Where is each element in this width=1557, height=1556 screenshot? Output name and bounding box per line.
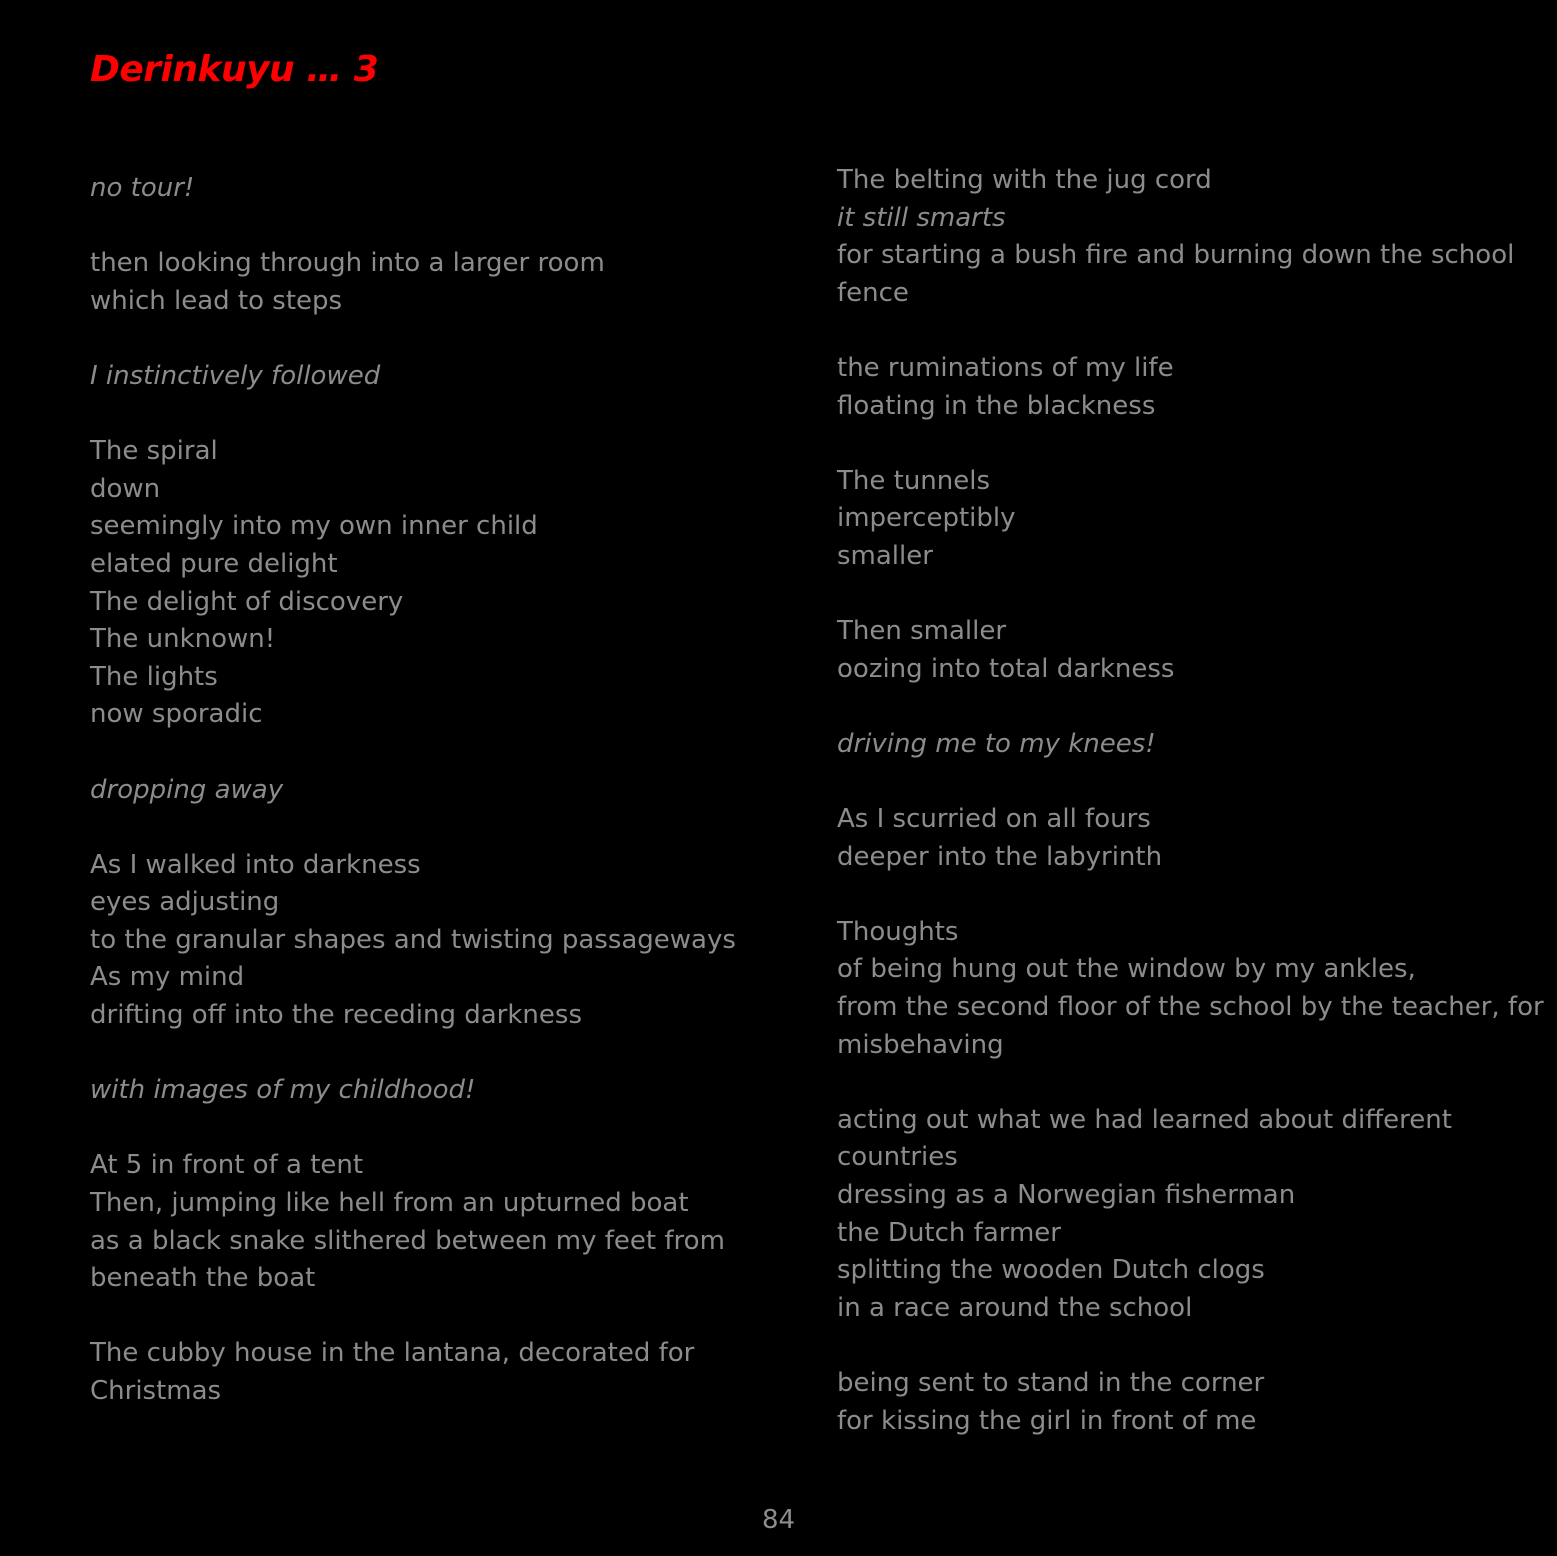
poem-line: As my mind bbox=[90, 962, 245, 993]
poem-line: the ruminations of my life bbox=[837, 352, 1174, 383]
stanza bbox=[90, 1072, 780, 1110]
poem-line: with images of my childhood! bbox=[90, 1075, 476, 1106]
stanza bbox=[837, 463, 1537, 576]
page-number: 84 bbox=[761, 1505, 796, 1535]
poem-line: beneath the boat bbox=[90, 1263, 316, 1294]
stanza bbox=[837, 1102, 1537, 1328]
poem-line: elated pure delight bbox=[90, 548, 338, 579]
poem-line: which lead to steps bbox=[90, 285, 343, 316]
stanza bbox=[837, 613, 1537, 688]
stanza bbox=[90, 1335, 780, 1410]
stanza bbox=[90, 170, 780, 208]
poem-right-column bbox=[837, 162, 1544, 1478]
poem-line: smaller bbox=[837, 540, 933, 571]
poem-line: for kissing the girl in front of me bbox=[837, 1405, 1257, 1436]
poem-line: The tunnels bbox=[837, 465, 991, 496]
poem-line: The cubby house in the lantana, decorated for bbox=[90, 1338, 695, 1369]
poem-line: now sporadic bbox=[90, 699, 263, 730]
poem-left-column bbox=[90, 170, 780, 1448]
poem-line: The unknown! bbox=[90, 624, 276, 655]
poem-line: drifting off into the receding darkness bbox=[90, 1000, 582, 1031]
poem-line: At 5 in front of a tent bbox=[90, 1150, 364, 1181]
poem-line: of being hung out the window by my ankles, bbox=[837, 954, 1416, 985]
poem-line: Thoughts bbox=[837, 916, 959, 947]
poem-line: acting out what we had learned about different bbox=[837, 1104, 1452, 1135]
stanza bbox=[90, 358, 780, 396]
poem-line: Then smaller bbox=[837, 616, 1007, 647]
poem-line: being sent to stand in the corner bbox=[837, 1368, 1265, 1398]
poem-line: then looking through into a larger room bbox=[90, 248, 605, 279]
poem-line: seemingly into my own inner child bbox=[90, 511, 538, 542]
poem-line: for starting a bush fire and burning down the school bbox=[837, 240, 1515, 271]
poem-line: no tour! bbox=[90, 173, 195, 203]
stanza bbox=[837, 914, 1544, 1064]
poem-line: The spiral bbox=[90, 436, 218, 467]
stanza bbox=[90, 847, 780, 1035]
poem-line: The belting with the jug cord bbox=[837, 165, 1212, 195]
poem-line: deeper into the labyrinth bbox=[837, 841, 1163, 872]
poem-line: As I scurried on all fours bbox=[837, 804, 1151, 835]
poem-line: imperceptibly bbox=[837, 503, 1016, 534]
poem-line: dressing as a Norwegian fisherman bbox=[837, 1180, 1296, 1211]
stanza bbox=[837, 801, 1537, 876]
poem-line: in a race around the school bbox=[837, 1292, 1193, 1323]
poem-line: dropping away bbox=[90, 774, 284, 805]
stanza bbox=[837, 726, 1537, 764]
stanza bbox=[90, 1147, 780, 1297]
poem-line: floating in the blackness bbox=[837, 390, 1156, 421]
poem-line: as a black snake slithered between my feet from bbox=[90, 1225, 725, 1256]
poem-line: Then, jumping like hell from an upturned boat bbox=[90, 1188, 689, 1219]
poem-line: the Dutch farmer bbox=[837, 1217, 1061, 1248]
stanza bbox=[90, 772, 780, 810]
poem-line: driving me to my knees! bbox=[837, 728, 1156, 759]
poem-line: As I walked into darkness bbox=[90, 849, 421, 880]
poem-line: splitting the wooden Dutch clogs bbox=[837, 1255, 1265, 1286]
poem-line: The delight of discovery bbox=[90, 586, 404, 617]
stanza bbox=[837, 1365, 1537, 1440]
poem-line: countries bbox=[837, 1142, 958, 1173]
poem-title: Derinkuyu … 3 bbox=[90, 49, 379, 90]
poem-line: down bbox=[90, 473, 161, 504]
poem-line: from the second floor of the school by the teacher, for bbox=[837, 992, 1544, 1023]
stanza bbox=[837, 162, 1537, 312]
stanza bbox=[90, 245, 780, 320]
poem-line: oozing into total darkness bbox=[837, 653, 1175, 684]
poem-line: misbehaving bbox=[837, 1029, 1004, 1060]
poem-line: I instinctively followed bbox=[90, 360, 381, 391]
stanza bbox=[837, 350, 1537, 425]
poem-line: Christmas bbox=[90, 1376, 222, 1406]
poem-line: to the granular shapes and twisting passageways bbox=[90, 924, 736, 955]
poem-line: eyes adjusting bbox=[90, 887, 280, 918]
poem-line: fence bbox=[837, 277, 909, 308]
poem-line: The lights bbox=[90, 661, 218, 692]
stanza bbox=[90, 433, 780, 734]
poem-line: it still smarts bbox=[837, 202, 1006, 233]
